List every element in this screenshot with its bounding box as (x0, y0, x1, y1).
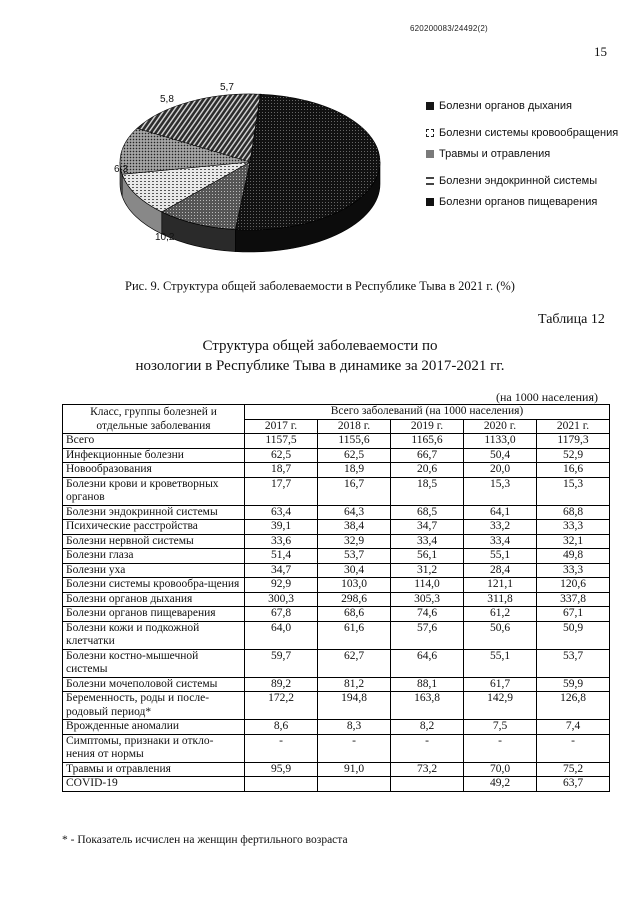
row-label: Болезни глаза (63, 549, 245, 564)
table-cell: 34,7 (245, 563, 318, 578)
table-cell: 53,7 (537, 649, 610, 677)
legend-label: Болезни органов пищеварения (439, 196, 598, 208)
row-label: Болезни эндокринной системы (63, 505, 245, 520)
table-cell: - (318, 734, 391, 762)
table-cell: 163,8 (391, 692, 464, 720)
table-cell: 74,6 (391, 607, 464, 622)
pie-chart (100, 82, 400, 262)
table-cell: 298,6 (318, 592, 391, 607)
column-header-class: Класс, группы болезней и отдельные заболевания (63, 405, 245, 434)
table-row (63, 463, 610, 478)
legend-item (426, 146, 626, 163)
table-cell: 95,9 (245, 762, 318, 777)
table-cell: 8,3 (318, 720, 391, 735)
table-cell: 31,2 (391, 563, 464, 578)
column-group-header: Всего заболеваний (на 1000 населения) (245, 405, 610, 420)
table-row (63, 448, 610, 463)
table-cell: 89,2 (245, 677, 318, 692)
table-cell: 61,6 (318, 621, 391, 649)
table-row (63, 649, 610, 677)
table-cell: 34,7 (391, 520, 464, 535)
table-title-line: нозологии в Республике Тыва в динамике за 2017-2021 гг. (135, 358, 505, 374)
table-cell: 1165,6 (391, 434, 464, 449)
table-row (63, 434, 610, 449)
row-label: Болезни органов пищеварения (63, 607, 245, 622)
table-cell: 18,5 (391, 477, 464, 505)
legend-label: Травмы и отравления (439, 148, 551, 160)
table-cell: 59,9 (537, 677, 610, 692)
table-cell: 18,9 (318, 463, 391, 478)
table-cell: 67,1 (537, 607, 610, 622)
table-cell: - (464, 734, 537, 762)
row-label: Симптомы, признаки и откло-нения от нормы (63, 734, 245, 762)
table-cell: 75,2 (537, 762, 610, 777)
legend-label: Болезни органов дыхания (439, 100, 572, 112)
column-header-year: 2017 г. (245, 419, 318, 434)
table-cell: 91,0 (318, 762, 391, 777)
table-cell: 68,8 (537, 505, 610, 520)
pie-slice-label: 10,2 (155, 232, 175, 243)
table-row (63, 777, 610, 792)
table-cell: 17,7 (245, 477, 318, 505)
table-cell: 20,6 (391, 463, 464, 478)
row-label: Болезни костно-мышечной системы (63, 649, 245, 677)
table-cell: 16,7 (318, 477, 391, 505)
table-cell: 49,2 (464, 777, 537, 792)
table-cell: 16,6 (537, 463, 610, 478)
table-row (63, 762, 610, 777)
table-cell: 55,1 (464, 649, 537, 677)
table-number: Таблица 12 (538, 312, 605, 327)
table-cell: 68,5 (391, 505, 464, 520)
table-cell: 38,4 (318, 520, 391, 535)
pie-slice-label: 5,8 (160, 94, 174, 105)
legend-swatch (426, 198, 434, 206)
table-row (63, 505, 610, 520)
table-row (63, 578, 610, 593)
table-cell: 57,6 (391, 621, 464, 649)
table-cell: 33,3 (537, 520, 610, 535)
table-cell: 8,2 (391, 720, 464, 735)
table-cell: 120,6 (537, 578, 610, 593)
table-cell: 62,7 (318, 649, 391, 677)
table-row (63, 692, 610, 720)
row-label: Болезни нервной системы (63, 534, 245, 549)
pie-slice-label: 5,7 (220, 82, 234, 93)
table-cell: 63,7 (537, 777, 610, 792)
table-cell (318, 777, 391, 792)
table-cell: 66,7 (391, 448, 464, 463)
table-title (0, 336, 640, 376)
table-cell: 33,3 (537, 563, 610, 578)
table-cell: 67,8 (245, 607, 318, 622)
table-cell: 51,4 (245, 549, 318, 564)
row-label: COVID-19 (63, 777, 245, 792)
pie-slice-label: 28,6 (305, 106, 325, 117)
row-label: Болезни органов дыхания (63, 592, 245, 607)
table-cell: 64,3 (318, 505, 391, 520)
table-cell: 61,7 (464, 677, 537, 692)
table-units: (на 1000 населения) (496, 390, 598, 404)
table-row (63, 520, 610, 535)
table-cell: 39,1 (245, 520, 318, 535)
table-cell: 20,0 (464, 463, 537, 478)
table-cell: 1133,0 (464, 434, 537, 449)
table-cell: 7,4 (537, 720, 610, 735)
table-cell: 49,8 (537, 549, 610, 564)
table-cell: 15,3 (464, 477, 537, 505)
table-cell: 50,6 (464, 621, 537, 649)
chart-legend (426, 98, 626, 221)
row-label: Болезни мочеполовой системы (63, 677, 245, 692)
table-cell: 18,7 (245, 463, 318, 478)
table-cell: 33,6 (245, 534, 318, 549)
table-row (63, 720, 610, 735)
table-cell: 88,1 (391, 677, 464, 692)
table-cell: - (391, 734, 464, 762)
table-cell (391, 777, 464, 792)
table-cell: 114,0 (391, 578, 464, 593)
table-row (63, 563, 610, 578)
figure-caption: Рис. 9. Структура общей заболеваемости в Республике Тыва в 2021 г. (%) (125, 279, 515, 293)
table-cell: 30,4 (318, 563, 391, 578)
morbidity-table (62, 404, 610, 792)
table-cell: - (537, 734, 610, 762)
table-cell: 1155,6 (318, 434, 391, 449)
table-cell: - (245, 734, 318, 762)
table-cell: 28,4 (464, 563, 537, 578)
table-cell: 33,2 (464, 520, 537, 535)
row-label: Травмы и отравления (63, 762, 245, 777)
table-cell: 7,5 (464, 720, 537, 735)
legend-swatch (426, 129, 434, 137)
table-cell: 337,8 (537, 592, 610, 607)
footnote: * - Показатель исчислен на женщин фертильного возраста (62, 834, 348, 846)
table-cell: 50,9 (537, 621, 610, 649)
table-cell: 64,0 (245, 621, 318, 649)
table-cell: 81,2 (318, 677, 391, 692)
table-row (63, 621, 610, 649)
column-header-year: 2018 г. (318, 419, 391, 434)
table-cell: 8,6 (245, 720, 318, 735)
table-cell: 56,1 (391, 549, 464, 564)
table-cell: 64,6 (391, 649, 464, 677)
table-cell: 1179,3 (537, 434, 610, 449)
table-cell: 305,3 (391, 592, 464, 607)
column-header-year: 2021 г. (537, 419, 610, 434)
table-cell: 1157,5 (245, 434, 318, 449)
table-title-line: Структура общей заболеваемости по (202, 338, 438, 354)
legend-swatch (426, 177, 434, 185)
table-cell: 64,1 (464, 505, 537, 520)
table-row (63, 477, 610, 505)
table-row (63, 549, 610, 564)
legend-label: Болезни эндокринной системы (439, 175, 598, 187)
table-cell: 172,2 (245, 692, 318, 720)
table-cell: 300,3 (245, 592, 318, 607)
table-cell: 59,7 (245, 649, 318, 677)
legend-label: Болезни системы кровообращения (439, 127, 619, 139)
table-cell: 70,0 (464, 762, 537, 777)
table-cell: 68,6 (318, 607, 391, 622)
row-label: Беременность, роды и после-родовый период* (63, 692, 245, 720)
table-cell: 50,4 (464, 448, 537, 463)
table-cell: 52,9 (537, 448, 610, 463)
table-row (63, 607, 610, 622)
table-cell: 73,2 (391, 762, 464, 777)
table-cell: 62,5 (318, 448, 391, 463)
table-cell: 142,9 (464, 692, 537, 720)
table-cell: 103,0 (318, 578, 391, 593)
table-cell (245, 777, 318, 792)
table-cell: 92,9 (245, 578, 318, 593)
table-cell: 62,5 (245, 448, 318, 463)
table-cell: 61,2 (464, 607, 537, 622)
legend-item (426, 194, 626, 211)
table-cell: 15,3 (537, 477, 610, 505)
table-row (63, 734, 610, 762)
legend-swatch (426, 102, 434, 110)
table-row (63, 677, 610, 692)
table-cell: 194,8 (318, 692, 391, 720)
row-label: Всего (63, 434, 245, 449)
table-cell: 53,7 (318, 549, 391, 564)
table-cell: 32,1 (537, 534, 610, 549)
table-row (63, 534, 610, 549)
legend-item (426, 173, 626, 190)
page-number: 15 (594, 44, 607, 59)
table-header-row (63, 405, 610, 420)
table-cell: 126,8 (537, 692, 610, 720)
row-label: Новообразования (63, 463, 245, 478)
column-header-year: 2019 г. (391, 419, 464, 434)
table-cell: 32,9 (318, 534, 391, 549)
table-cell: 33,4 (391, 534, 464, 549)
row-label: Болезни системы кровообра-щения (63, 578, 245, 593)
document-number: 620200083/24492(2) (410, 24, 488, 33)
row-label: Болезни уха (63, 563, 245, 578)
legend-swatch (426, 150, 434, 158)
table-row (63, 592, 610, 607)
column-header-year: 2020 г. (464, 419, 537, 434)
legend-item (426, 98, 626, 115)
row-label: Болезни кожи и подкожной клетчатки (63, 621, 245, 649)
table-cell: 33,4 (464, 534, 537, 549)
table-cell: 63,4 (245, 505, 318, 520)
legend-item (426, 125, 626, 142)
row-label: Болезни крови и кроветворных органов (63, 477, 245, 505)
table-cell: 121,1 (464, 578, 537, 593)
row-label: Психические расстройства (63, 520, 245, 535)
table-cell: 311,8 (464, 592, 537, 607)
row-label: Врожденные аномалии (63, 720, 245, 735)
pie-slice-label: 6,3 (114, 164, 128, 175)
table-cell: 55,1 (464, 549, 537, 564)
row-label: Инфекционные болезни (63, 448, 245, 463)
